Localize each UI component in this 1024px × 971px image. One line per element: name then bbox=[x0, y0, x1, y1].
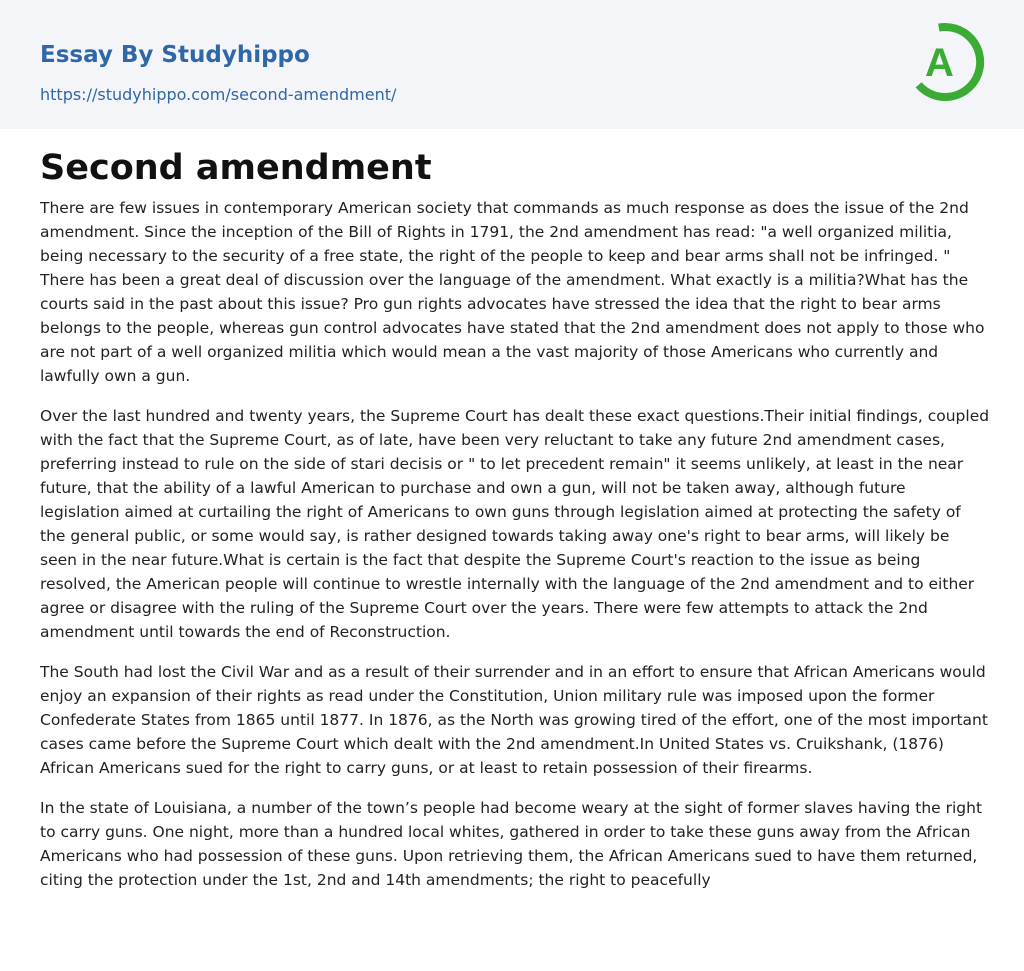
article bbox=[40, 146, 990, 892]
article-paragraph-4: In the state of Louisiana, a number of the town’s people had become weary at the sight of former slaves having the right to carry guns. One night, more than a hundred local whites, gathered in order to take these guns away from the African Americans who had possession of these guns. Upon retrieving them, the African Americans sued to have them returned, citing the protection under the 1st, 2nd and 14th amendments; the right to peacefully bbox=[40, 799, 983, 889]
article-paragraph-2: Over the last hundred and twenty years, the Supreme Court has dealt these exact questions.Their initial findings, coupled with the fact that the Supreme Court, as of late, have been very reluctant to take any future 2nd amendment cases, preferring instead to rule on the side of stari decisis or " to let precedent remain" it seems unlikely, at least in the near future, that the ability of a lawful American to purchase and own a gun, will not be taken away, although future legislation aimed at curtailing the right of Americans to own guns through legislation aimed at protecting the safety of the general public, or some would say, is rather designed towards taking away one's right to bear arms, will likely be seen in the near future.What is certain is the fact that despite the Supreme Court's reaction to the issue as being resolved, the American people will continue to wrestle internally with the language of the 2nd amendment and to either agree or disagree with the ruling of the Supreme Court over the years. There were few attempts to attack the 2nd amendment until towards the end of Reconstruction. bbox=[40, 407, 990, 641]
logo-letter: A bbox=[925, 41, 954, 85]
site-header bbox=[0, 0, 1024, 129]
article-paragraph-3: The South had lost the Civil War and as a result of their surrender and in an effort to ensure that African Americans would enjoy an expansion of their rights as read under the Constitution, Union military rule was imposed upon the former Confederate States from 1865 until 1877. In 1876, as the North was growing tired of the effort, one of the most important cases came before the Supreme Court which dealt with the 2nd amendment.In United States vs. Cruikshank, (1876) African Americans sued for the right to carry guns, or at least to retain possession of their firearms. bbox=[40, 663, 988, 777]
article-paragraph-1: There are few issues in contemporary American society that commands as much response as does the issue of the 2nd amendment. Since the inception of the Bill of Rights in 1791, the 2nd amendment has read: "a well organized militia, being necessary to the security of a free state, the right of the people to keep and bear arms shall not be infringed. " There has been a great deal of discussion over the language of the amendment. What exactly is a militia?What has the courts said in the past about this issue? Pro gun rights advocates have stressed the idea that the right to bear arms belongs to the people, whereas gun control advocates have stated that the 2nd amendment does not apply to those who are not part of a well organized militia which would mean a the vast majority of those Americans who currently and lawfully own a gun. bbox=[40, 199, 985, 385]
studyhippo-a-logo-icon[interactable] bbox=[912, 20, 986, 104]
page-title: Second amendment bbox=[40, 148, 432, 188]
page-url-link[interactable]: https://studyhippo.com/second-amendment/ bbox=[40, 85, 397, 104]
brand-title: Essay By Studyhippo bbox=[40, 42, 310, 68]
